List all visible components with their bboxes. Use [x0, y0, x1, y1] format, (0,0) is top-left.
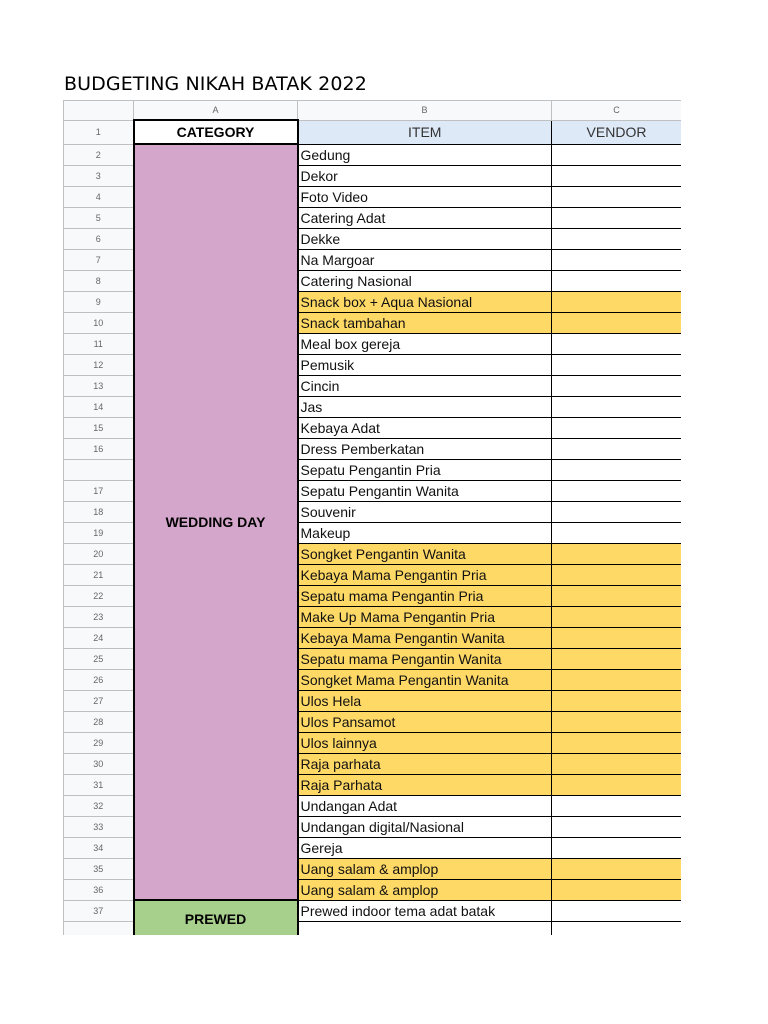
- row-number[interactable]: 25: [64, 648, 134, 669]
- row-number[interactable]: 36: [64, 879, 134, 900]
- vendor-cell[interactable]: [552, 627, 682, 648]
- item-cell[interactable]: Foto Video: [298, 186, 552, 207]
- vendor-cell[interactable]: [552, 585, 682, 606]
- category-cell-wedding-day[interactable]: WEDDING DAY: [134, 144, 298, 900]
- row-number[interactable]: 15: [64, 417, 134, 438]
- vendor-cell[interactable]: [552, 207, 682, 228]
- select-all-corner[interactable]: [64, 101, 134, 121]
- vendor-cell[interactable]: [552, 795, 682, 816]
- item-cell[interactable]: Catering Adat: [298, 207, 552, 228]
- vendor-cell[interactable]: [552, 249, 682, 270]
- budget-table: [63, 100, 681, 935]
- vendor-header-cell[interactable]: VENDOR: [552, 120, 682, 144]
- spreadsheet: [63, 100, 681, 935]
- row-number[interactable]: 14: [64, 396, 134, 417]
- vendor-cell[interactable]: [552, 606, 682, 627]
- row-number[interactable]: 23: [64, 606, 134, 627]
- column-header-c[interactable]: C: [552, 101, 682, 121]
- item-cell[interactable]: Dekor: [298, 165, 552, 186]
- row-number[interactable]: 8: [64, 270, 134, 291]
- row-number[interactable]: 18: [64, 501, 134, 522]
- vendor-cell[interactable]: [552, 333, 682, 354]
- item-cell[interactable]: Kebaya Adat: [298, 417, 552, 438]
- row-number[interactable]: 30: [64, 753, 134, 774]
- vendor-cell[interactable]: [552, 837, 682, 858]
- item-cell[interactable]: Sepatu Pengantin Pria: [298, 459, 552, 480]
- vendor-cell[interactable]: [552, 186, 682, 207]
- item-cell[interactable]: Sepatu mama Pengantin Pria: [298, 585, 552, 606]
- item-cell[interactable]: Pemusik: [298, 354, 552, 375]
- vendor-cell[interactable]: [552, 816, 682, 837]
- row-number[interactable]: 5: [64, 207, 134, 228]
- row-number[interactable]: 6: [64, 228, 134, 249]
- row-number[interactable]: 33: [64, 816, 134, 837]
- vendor-cell[interactable]: [552, 144, 682, 165]
- row-number[interactable]: 10: [64, 312, 134, 333]
- item-cell[interactable]: Dekke: [298, 228, 552, 249]
- vendor-cell[interactable]: [552, 375, 682, 396]
- item-cell[interactable]: Sepatu mama Pengantin Wanita: [298, 648, 552, 669]
- column-header-b[interactable]: B: [298, 101, 552, 121]
- vendor-cell[interactable]: [552, 858, 682, 879]
- vendor-cell[interactable]: [552, 921, 682, 935]
- item-cell[interactable]: Souvenir: [298, 501, 552, 522]
- vendor-cell[interactable]: [552, 900, 682, 921]
- vendor-cell[interactable]: [552, 396, 682, 417]
- vendor-cell[interactable]: [552, 312, 682, 333]
- item-cell[interactable]: Songket Pengantin Wanita: [298, 543, 552, 564]
- vendor-cell[interactable]: [552, 753, 682, 774]
- vendor-cell[interactable]: [552, 774, 682, 795]
- row-number[interactable]: 3: [64, 165, 134, 186]
- vendor-cell[interactable]: [552, 732, 682, 753]
- vendor-cell[interactable]: [552, 543, 682, 564]
- row-number[interactable]: 37: [64, 900, 134, 921]
- item-cell[interactable]: Raja Parhata: [298, 774, 552, 795]
- row-number[interactable]: 12: [64, 354, 134, 375]
- vendor-cell[interactable]: [552, 417, 682, 438]
- item-cell[interactable]: Prewed indoor tema adat batak: [298, 900, 552, 921]
- row-number[interactable]: 22: [64, 585, 134, 606]
- row-number[interactable]: 28: [64, 711, 134, 732]
- row-number[interactable]: 19: [64, 522, 134, 543]
- item-cell[interactable]: Uang salam & amplop: [298, 879, 552, 900]
- column-header-a[interactable]: A: [134, 101, 298, 121]
- row-number[interactable]: 17: [64, 480, 134, 501]
- item-cell[interactable]: Ulos lainnya: [298, 732, 552, 753]
- item-cell[interactable]: Uang salam & amplop: [298, 858, 552, 879]
- row-number[interactable]: 16: [64, 438, 134, 459]
- row-number[interactable]: 29: [64, 732, 134, 753]
- row-number[interactable]: 13: [64, 375, 134, 396]
- row-number[interactable]: 32: [64, 795, 134, 816]
- header-row: [64, 120, 682, 144]
- vendor-cell[interactable]: [552, 564, 682, 585]
- category-header-cell[interactable]: CATEGORY: [134, 120, 298, 144]
- item-cell[interactable]: Kebaya Mama Pengantin Pria: [298, 564, 552, 585]
- row-number[interactable]: 35: [64, 858, 134, 879]
- vendor-cell[interactable]: [552, 480, 682, 501]
- row-number[interactable]: 11: [64, 333, 134, 354]
- vendor-cell[interactable]: [552, 438, 682, 459]
- row-number[interactable]: 24: [64, 627, 134, 648]
- item-cell[interactable]: Meal box gereja: [298, 333, 552, 354]
- item-cell[interactable]: Gedung: [298, 144, 552, 165]
- item-cell[interactable]: Snack box + Aqua Nasional: [298, 291, 552, 312]
- vendor-cell[interactable]: [552, 270, 682, 291]
- item-cell[interactable]: Raja parhata: [298, 753, 552, 774]
- document-title: BUDGETING NIKAH BATAK 2022: [64, 73, 367, 95]
- item-cell[interactable]: Sepatu Pengantin Wanita: [298, 480, 552, 501]
- item-cell[interactable]: Undangan Adat: [298, 795, 552, 816]
- row-number[interactable]: 26: [64, 669, 134, 690]
- column-header-row: [64, 101, 682, 121]
- item-cell[interactable]: Ulos Pansamot: [298, 711, 552, 732]
- item-cell[interactable]: Catering Nasional: [298, 270, 552, 291]
- row-number[interactable]: 20: [64, 543, 134, 564]
- row-number[interactable]: 1: [64, 120, 134, 144]
- item-cell[interactable]: Snack tambahan: [298, 312, 552, 333]
- row-number[interactable]: 9: [64, 291, 134, 312]
- item-cell[interactable]: Makeup: [298, 522, 552, 543]
- row-number[interactable]: [64, 459, 134, 480]
- row-number[interactable]: 4: [64, 186, 134, 207]
- item-cell[interactable]: Ulos Hela: [298, 690, 552, 711]
- item-cell[interactable]: Gereja: [298, 837, 552, 858]
- item-cell[interactable]: Jas: [298, 396, 552, 417]
- vendor-cell[interactable]: [552, 711, 682, 732]
- row-number[interactable]: 34: [64, 837, 134, 858]
- vendor-cell[interactable]: [552, 501, 682, 522]
- item-cell[interactable]: Dress Pemberkatan: [298, 438, 552, 459]
- vendor-cell[interactable]: [552, 354, 682, 375]
- table-row: [64, 900, 682, 921]
- item-cell[interactable]: Kebaya Mama Pengantin Wanita: [298, 627, 552, 648]
- row-number[interactable]: 7: [64, 249, 134, 270]
- row-number[interactable]: 2: [64, 144, 134, 165]
- vendor-cell[interactable]: [552, 165, 682, 186]
- item-cell[interactable]: Na Margoar: [298, 249, 552, 270]
- vendor-cell[interactable]: [552, 228, 682, 249]
- row-number[interactable]: 21: [64, 564, 134, 585]
- table-row: [64, 144, 682, 165]
- item-header-cell[interactable]: ITEM: [298, 120, 552, 144]
- row-number[interactable]: [64, 921, 134, 935]
- item-cell[interactable]: [298, 921, 552, 935]
- vendor-cell[interactable]: [552, 669, 682, 690]
- vendor-cell[interactable]: [552, 648, 682, 669]
- vendor-cell[interactable]: [552, 522, 682, 543]
- item-cell[interactable]: Songket Mama Pengantin Wanita: [298, 669, 552, 690]
- item-cell[interactable]: Cincin: [298, 375, 552, 396]
- vendor-cell[interactable]: [552, 459, 682, 480]
- vendor-cell[interactable]: [552, 690, 682, 711]
- vendor-cell[interactable]: [552, 879, 682, 900]
- row-number[interactable]: 27: [64, 690, 134, 711]
- category-cell-prewed[interactable]: PREWED: [134, 900, 298, 935]
- item-cell[interactable]: Undangan digital/Nasional: [298, 816, 552, 837]
- item-cell[interactable]: Make Up Mama Pengantin Pria: [298, 606, 552, 627]
- row-number[interactable]: 31: [64, 774, 134, 795]
- vendor-cell[interactable]: [552, 291, 682, 312]
